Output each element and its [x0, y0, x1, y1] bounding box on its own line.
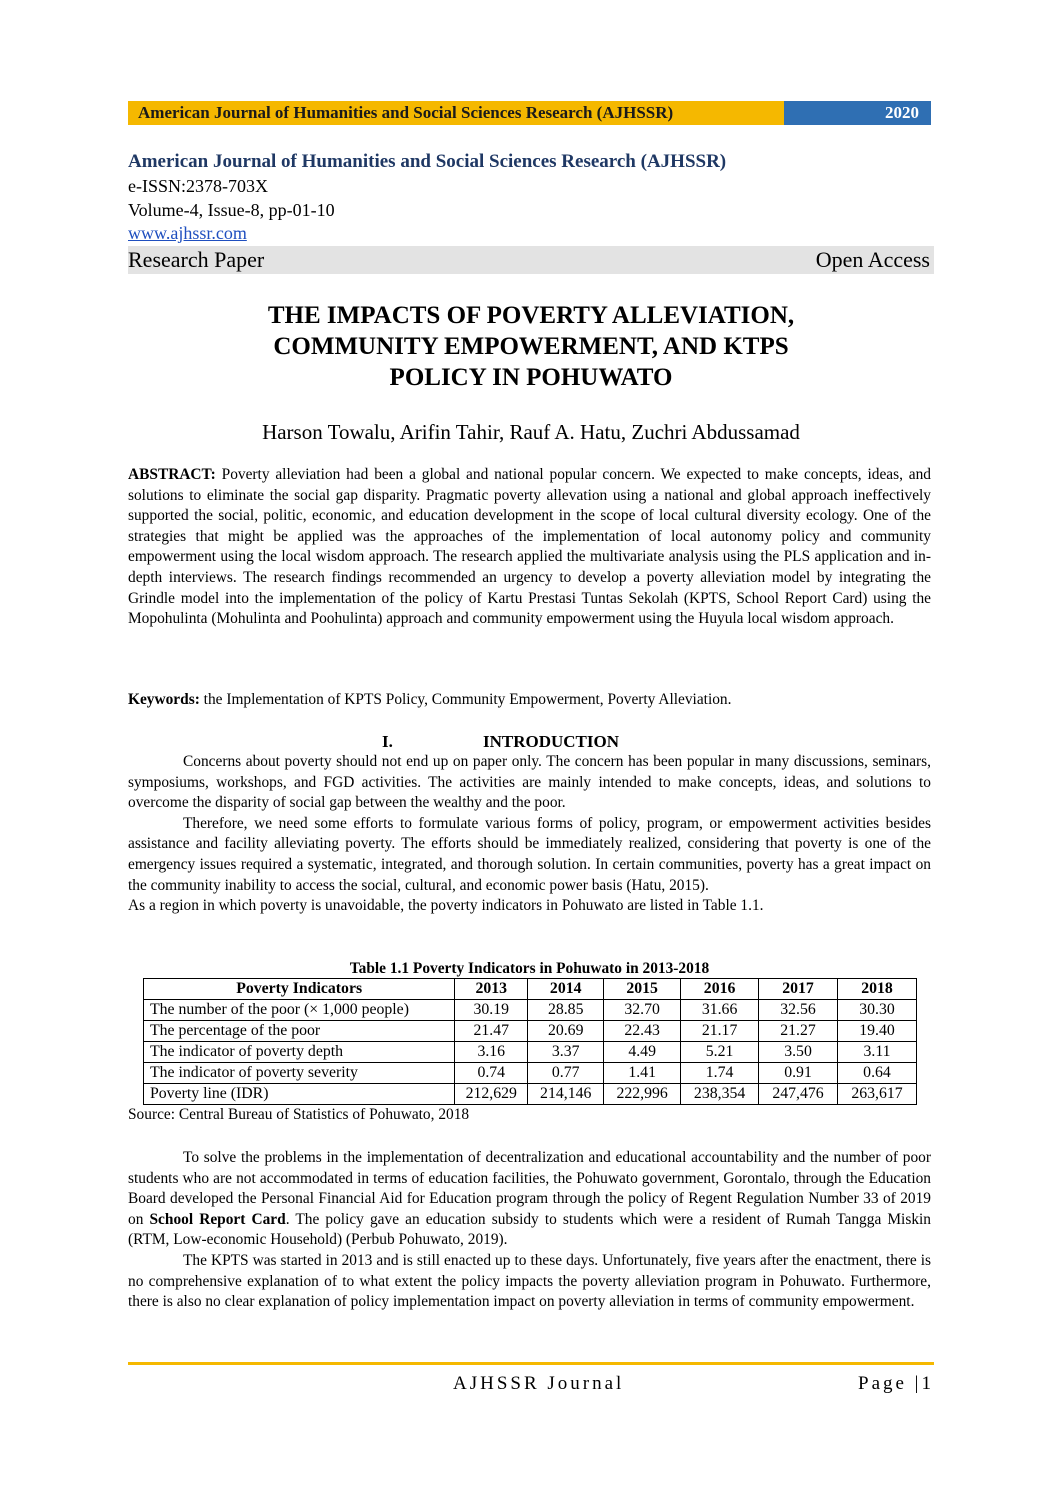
paragraph-text: To solve the problems in the implementation of decentralization and educational accountability and the number of poor students who are not accommodated in terms of education facilities, the Pohuwato government, Gorontalo, through the Education Board developed the Personal Financial Aid for Education program through the policy of Regent Regulation Number 33 of 2019 on — [128, 1149, 931, 1228]
table-row — [144, 1084, 917, 1105]
table-cell: 238,354 — [681, 1084, 759, 1105]
authors: Harson Towalu, Arifin Tahir, Rauf A. Hatu, Zuchri Abdussamad — [262, 420, 800, 444]
table-cell: 3.16 — [455, 1042, 528, 1063]
body-text — [128, 1148, 931, 1313]
table-cell: The indicator of poverty depth — [144, 1042, 455, 1063]
footer-divider — [128, 1362, 934, 1365]
table-cell: 32.56 — [759, 1000, 838, 1021]
running-header-journal: American Journal of Humanities and Social Sciences Research (AJHSSR) — [128, 101, 784, 125]
journal-volume: Volume-4, Issue-8, pp-01-10 — [128, 200, 335, 220]
section-number: I. — [382, 732, 393, 751]
page-number: Page |1 — [858, 1373, 934, 1394]
table-cell: The indicator of poverty severity — [144, 1063, 455, 1084]
paragraph: As a region in which poverty is unavoidable, the poverty indicators in Pohuwato are listed in Table 1.1. — [128, 897, 764, 915]
table-header-row — [144, 979, 917, 1000]
paper-title-line: POLICY IN POHUWATO — [389, 364, 673, 391]
table-cell: 0.74 — [455, 1063, 528, 1084]
paper-type-row — [128, 246, 934, 274]
journal-name: American Journal of Humanities and Social Sciences Research (AJHSSR) — [128, 151, 727, 172]
table-row — [144, 1000, 917, 1021]
table-cell: 22.43 — [604, 1021, 681, 1042]
paper-title-line: COMMUNITY EMPOWERMENT, AND KTPS — [273, 333, 789, 360]
introduction-text — [128, 752, 931, 917]
table-cell: 31.66 — [681, 1000, 759, 1021]
table-caption: Table 1.1 Poverty Indicators in Pohuwato in 2013-2018 — [349, 960, 710, 977]
paragraph: The KPTS was started in 2013 and is still enacted up to these days. Unfortunately, five years after the enactment, there is no comprehensive explanation of to what extent the policy impacts the poverty alleviation program in Pohuwato. Furthermore, there is also no clear explanation of policy implementation impact on poverty alleviation in terms of community empowerment. — [128, 1251, 931, 1311]
table-cell: 20.69 — [528, 1021, 604, 1042]
table-cell: 212,629 — [455, 1084, 528, 1105]
keywords-text: the Implementation of KPTS Policy, Community Empowerment, Poverty Alleviation. — [199, 691, 732, 708]
paragraph: Therefore, we need some efforts to formulate various forms of policy, program, or empowerment activities besides assistance and facility alleviating poverty. The efforts should be immediately realized, considering that poverty is one of the emergency issues required a systematic, integrated, and thorough solution. In certain communities, poverty has a great impact on the community inability to access the social, cultural, and economic power basis (Hatu, 2015). — [128, 814, 931, 894]
abstract-text: Poverty alleviation had been a global and national popular concern. We expected to make concepts, ideas, and solutions to eliminate the social gap disparity. Pragmatic poverty allevation using a national and global approach ineffectively supported the social, politic, economic, and education development in the scope of local cultural diversity ecology. One of the strategies that might be applied was the approaches of the implementation of local autonomy policy and community empowerment using the local wisdom approach. The research applied the multivariate analysis using the PLS application and in-depth interviews. The research findings recommended an urgency to develop a poverty alleviation model by integrating the Grindle model into the implementation of the policy of Kartu Prestasi Tuntas Sekolah (KPTS, School Report Card) using the Mopohulinta (Mohulinta and Poohulinta) approach and community empowerment using the Huyula local wisdom approach. — [128, 466, 931, 628]
table-cell: 28.85 — [528, 1000, 604, 1021]
table-cell: 21.27 — [759, 1021, 838, 1042]
table-header-cell: Poverty Indicators — [144, 979, 455, 1000]
table-cell: 1.74 — [681, 1063, 759, 1084]
poverty-indicators-table — [143, 978, 917, 1105]
table-row — [144, 1042, 917, 1063]
table-header-cell: 2016 — [681, 979, 759, 1000]
footer-journal: AJHSSR Journal — [453, 1373, 625, 1394]
table-cell: 19.40 — [838, 1021, 917, 1042]
journal-website-link[interactable]: www.ajhssr.com — [128, 223, 247, 243]
abstract-label: ABSTRACT: — [128, 466, 216, 483]
table-cell: 5.21 — [681, 1042, 759, 1063]
table-cell: 32.70 — [604, 1000, 681, 1021]
table-cell: 3.37 — [528, 1042, 604, 1063]
table-header-cell: 2017 — [759, 979, 838, 1000]
table-row — [144, 1021, 917, 1042]
table-cell: 30.19 — [455, 1000, 528, 1021]
access-type: Open Access — [815, 247, 930, 272]
section-title: INTRODUCTION — [483, 732, 620, 751]
table-header-cell: 2013 — [455, 979, 528, 1000]
table-cell: 0.91 — [759, 1063, 838, 1084]
paragraph — [128, 1148, 931, 1251]
paragraph-bold-text: School Report Card — [149, 1210, 286, 1228]
table-cell: 4.49 — [604, 1042, 681, 1063]
paper-title-line: THE IMPACTS OF POVERTY ALLEVIATION, — [267, 302, 795, 329]
table-cell: 222,996 — [604, 1084, 681, 1105]
table-cell: 30.30 — [838, 1000, 917, 1021]
table-row — [144, 1063, 917, 1084]
table-cell: 0.77 — [528, 1063, 604, 1084]
journal-info — [128, 150, 934, 274]
journal-issn: e-ISSN:2378-703X — [128, 176, 268, 196]
table-cell: 21.17 — [681, 1021, 759, 1042]
table-cell: Poverty line (IDR) — [144, 1084, 455, 1105]
table-cell: 0.64 — [838, 1063, 917, 1084]
table-header-cell: 2014 — [528, 979, 604, 1000]
table-source: Source: Central Bureau of Statistics of Pohuwato, 2018 — [128, 1106, 470, 1123]
table-cell: 214,146 — [528, 1084, 604, 1105]
paragraph-text: . The policy gave an education subsidy to students which were a resident of Rumah Tangga Miskin (RTM, Low-economic Household) (Perbub Pohuwato, 2019). — [128, 1210, 931, 1249]
table-cell: 3.50 — [759, 1042, 838, 1063]
keywords-label: Keywords: — [128, 691, 200, 708]
table-cell: The number of the poor (× 1,000 people) — [144, 1000, 455, 1021]
table-header-cell: 2018 — [838, 979, 917, 1000]
abstract — [128, 465, 931, 630]
running-header-year: 2020 — [784, 101, 931, 125]
keywords — [128, 690, 931, 711]
paper-title — [128, 300, 934, 393]
running-header — [128, 101, 931, 125]
table-cell: 21.47 — [455, 1021, 528, 1042]
paper-type: Research Paper — [128, 247, 265, 272]
table-cell: 263,617 — [838, 1084, 917, 1105]
table-cell: 1.41 — [604, 1063, 681, 1084]
paragraph: Concerns about poverty should not end up on paper only. The concern has been popular in many discussions, seminars, symposiums, workshops, and FGD activities. The activities are mainly intended to make concepts, ideas, and solutions to overcome the disparity of social gap between the wealthy and the poor. — [128, 753, 931, 812]
table-header-cell: 2015 — [604, 979, 681, 1000]
table-cell: 3.11 — [838, 1042, 917, 1063]
table-cell: 247,476 — [759, 1084, 838, 1105]
table-cell: The percentage of the poor — [144, 1021, 455, 1042]
